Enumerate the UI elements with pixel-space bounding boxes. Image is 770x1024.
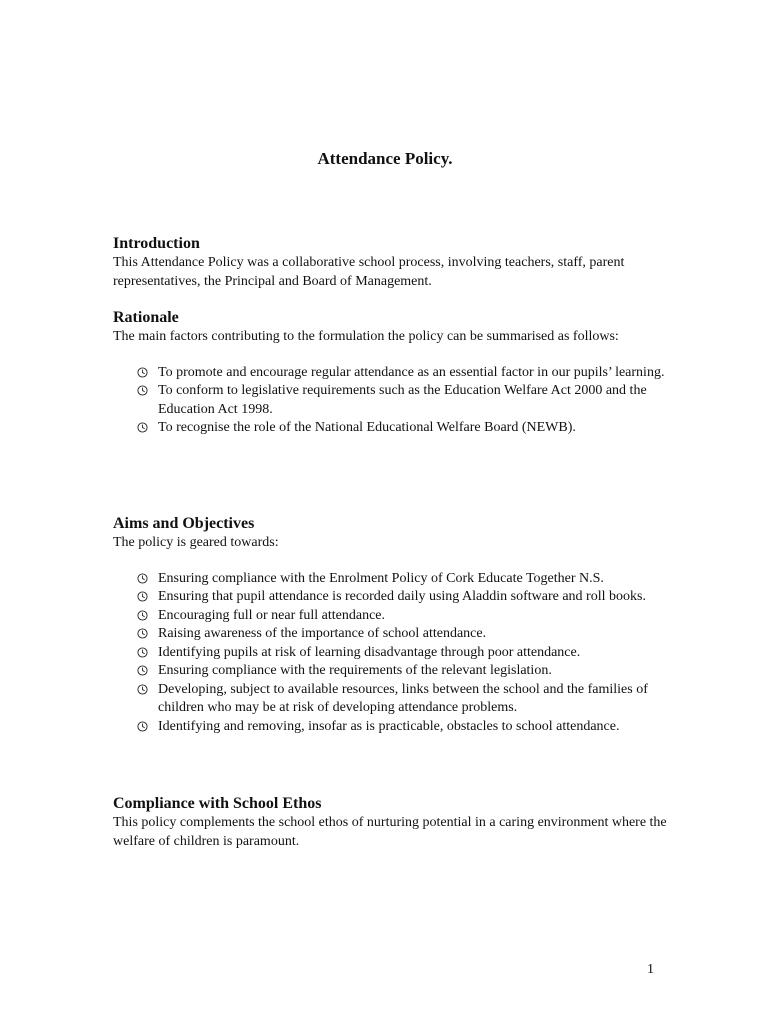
list-item-text: Ensuring compliance with the requirements of the relevant legislation. xyxy=(158,663,552,678)
aims-section xyxy=(113,514,673,736)
clock-icon xyxy=(137,665,148,676)
ethos-body: This policy complements the school ethos of nurturing potential in a caring environment where the welfare of children is paramount. xyxy=(113,815,667,849)
aims-body: The policy is geared towards: xyxy=(113,535,279,550)
list-item-text: Identifying and removing, insofar as is practicable, obstacles to school attendance. xyxy=(158,718,620,734)
page-number: 1 xyxy=(647,962,654,977)
list-item-text: Encouraging full or near full attendance. xyxy=(158,607,386,623)
list-item-text: To conform to legislative requirements such as the Education Welfare Act 2000 and the Education Act 1998. xyxy=(158,383,647,417)
aims-heading: Aims and Objectives xyxy=(113,515,255,532)
clock-icon xyxy=(137,573,148,584)
clock-icon xyxy=(137,647,148,658)
list-item-text: Raising awareness of the importance of school attendance. xyxy=(158,626,487,641)
clock-icon xyxy=(137,628,148,639)
clock-icon xyxy=(137,610,148,621)
list-item xyxy=(113,570,673,589)
rationale-section xyxy=(113,308,673,438)
clock-icon xyxy=(137,385,148,396)
list-item-text: Developing, subject to available resources, links between the school and the families of children who may be at risk of developing attendance problems. xyxy=(158,681,648,715)
clock-icon xyxy=(137,684,148,695)
clock-icon xyxy=(137,721,148,732)
ethos-section xyxy=(113,794,673,851)
list-item xyxy=(113,364,673,383)
clock-icon xyxy=(137,422,148,433)
introduction-body: This Attendance Policy was a collaborative school process, involving teachers, staff, parent representatives, the Principal and Board of Management. xyxy=(113,255,625,289)
introduction-section xyxy=(113,234,673,291)
clock-icon xyxy=(137,367,148,378)
list-item xyxy=(113,644,673,663)
aims-list xyxy=(113,570,673,737)
list-item-text: Ensuring that pupil attendance is recorded daily using Aladdin software and roll books. xyxy=(158,589,646,604)
introduction-heading: Introduction xyxy=(113,235,200,252)
list-item xyxy=(113,718,673,737)
list-item xyxy=(113,662,673,681)
list-item xyxy=(113,625,673,644)
list-item-text: To recognise the role of the National Educational Welfare Board (NEWB). xyxy=(158,420,576,435)
ethos-heading: Compliance with School Ethos xyxy=(113,795,322,812)
rationale-list xyxy=(113,364,673,438)
list-item xyxy=(113,588,673,607)
list-item xyxy=(113,607,673,626)
clock-icon xyxy=(137,591,148,602)
list-item xyxy=(113,681,673,718)
list-item-text: Ensuring compliance with the Enrolment Policy of Cork Educate Together N.S. xyxy=(158,570,604,586)
page-title: Attendance Policy. xyxy=(317,149,453,168)
list-item-text: To promote and encourage regular attendance as an essential factor in our pupils’ learning. xyxy=(158,364,665,380)
rationale-body: The main factors contributing to the formulation the policy can be summarised as follows: xyxy=(113,329,619,344)
list-item-text: Identifying pupils at risk of learning disadvantage through poor attendance. xyxy=(158,644,581,660)
rationale-heading: Rationale xyxy=(113,309,179,326)
list-item xyxy=(113,382,673,419)
list-item xyxy=(113,419,673,438)
